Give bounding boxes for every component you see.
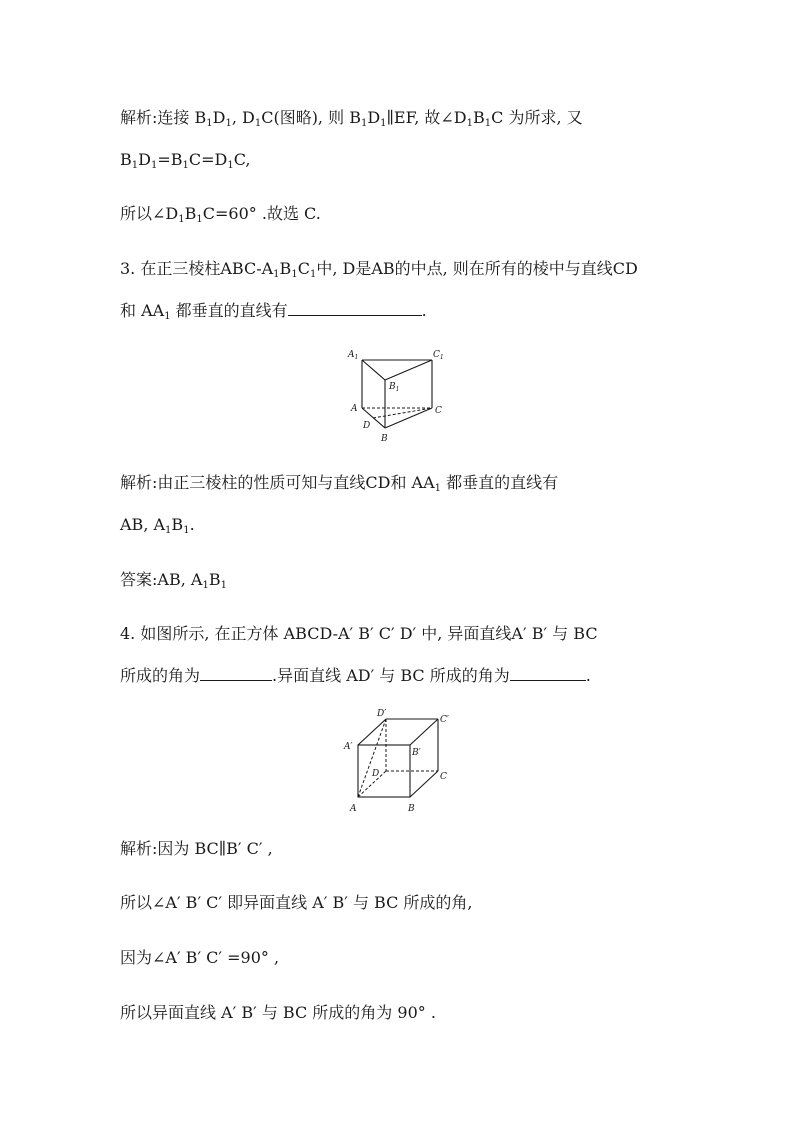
label-dp: D′	[377, 709, 387, 719]
solution-line-3: 所以$\angle D_1B_1C=60^\circ$ .故选 C.	[120, 204, 321, 225]
triangular-prism-figure	[340, 342, 450, 448]
edge-bc	[385, 408, 432, 428]
problem-4-line-1: 4. 如图所示, 在正方体 ABCD-A′ B′ C′ D′ 中, 异面直线A′ B′ 与 BC	[120, 624, 598, 643]
segment-cd-hidden	[373, 408, 432, 418]
answer-blank[interactable]	[288, 301, 422, 316]
answer-blank-2[interactable]	[510, 666, 586, 681]
label-a: A	[350, 804, 357, 814]
cube-figure	[340, 705, 458, 817]
edge-bpcp	[410, 719, 438, 745]
solution-4-line-4: 所以异面直线 A′ B′ 与 BC 所成的角为 90° .	[120, 1003, 436, 1022]
label-a1: $A_1$	[348, 350, 359, 361]
problem-3-line-1: 3. 在正三棱柱ABC-$A_1B_1C_1$中, D是AB的中点, 则在所有的棱中与直线CD	[120, 259, 638, 280]
label-c: C	[440, 772, 447, 782]
label-b1: $B_1$	[389, 382, 400, 393]
label-d: D	[363, 421, 371, 431]
solution-4-line-3: 因为∠A′ B′ C′ =90° ,	[120, 948, 280, 967]
solution-3-line-1: 解析:由正三棱柱的性质可知与直线CD和 $AA_1$ 都垂直的直线有	[120, 473, 559, 494]
label-b: B	[381, 434, 388, 444]
label-cp: C′	[440, 715, 449, 725]
label-d: D	[372, 769, 380, 779]
answer-blank-1[interactable]	[200, 666, 272, 681]
problem-4-line-2: 所成的角为 .异面直线 AD′ 与 BC 所成的角为 .	[120, 666, 591, 685]
solution-4-line-2: 所以∠A′ B′ C′ 即异面直线 A′ B′ 与 BC 所成的角,	[120, 893, 473, 912]
label-ap: A′	[344, 742, 353, 752]
label-c: C	[435, 406, 442, 416]
solution-4-line-1: 解析:因为 BC∥B′ C′ ,	[120, 839, 273, 858]
edge-bc	[410, 771, 438, 797]
segment-adp-hidden	[358, 719, 386, 797]
label-c1: $C_1$	[433, 350, 444, 361]
problem-3-line-2: 和 $AA_1$ 都垂直的直线有 .	[120, 301, 427, 322]
edge-b1c1	[385, 360, 432, 380]
solution-line-2: $B_1D_1=B_1C=D_1C$,	[120, 150, 251, 171]
solution-line-1: 解析:连接 $B_1D_1$, $D_1C$(图略), 则 $B_1D_1\parallel EF$, 故$\angle D_1B_1C$ 为所求, 又	[120, 108, 583, 129]
label-bp: B′	[412, 748, 421, 758]
edge-apdp	[358, 719, 386, 745]
solution-3-line-2: AB, $A_1B_1$.	[120, 515, 195, 536]
label-b: B	[408, 804, 415, 814]
answer-3: 答案:AB, $A_1B_1$	[120, 570, 227, 591]
edge-a1b1	[362, 360, 385, 380]
label-a: A	[351, 404, 358, 414]
